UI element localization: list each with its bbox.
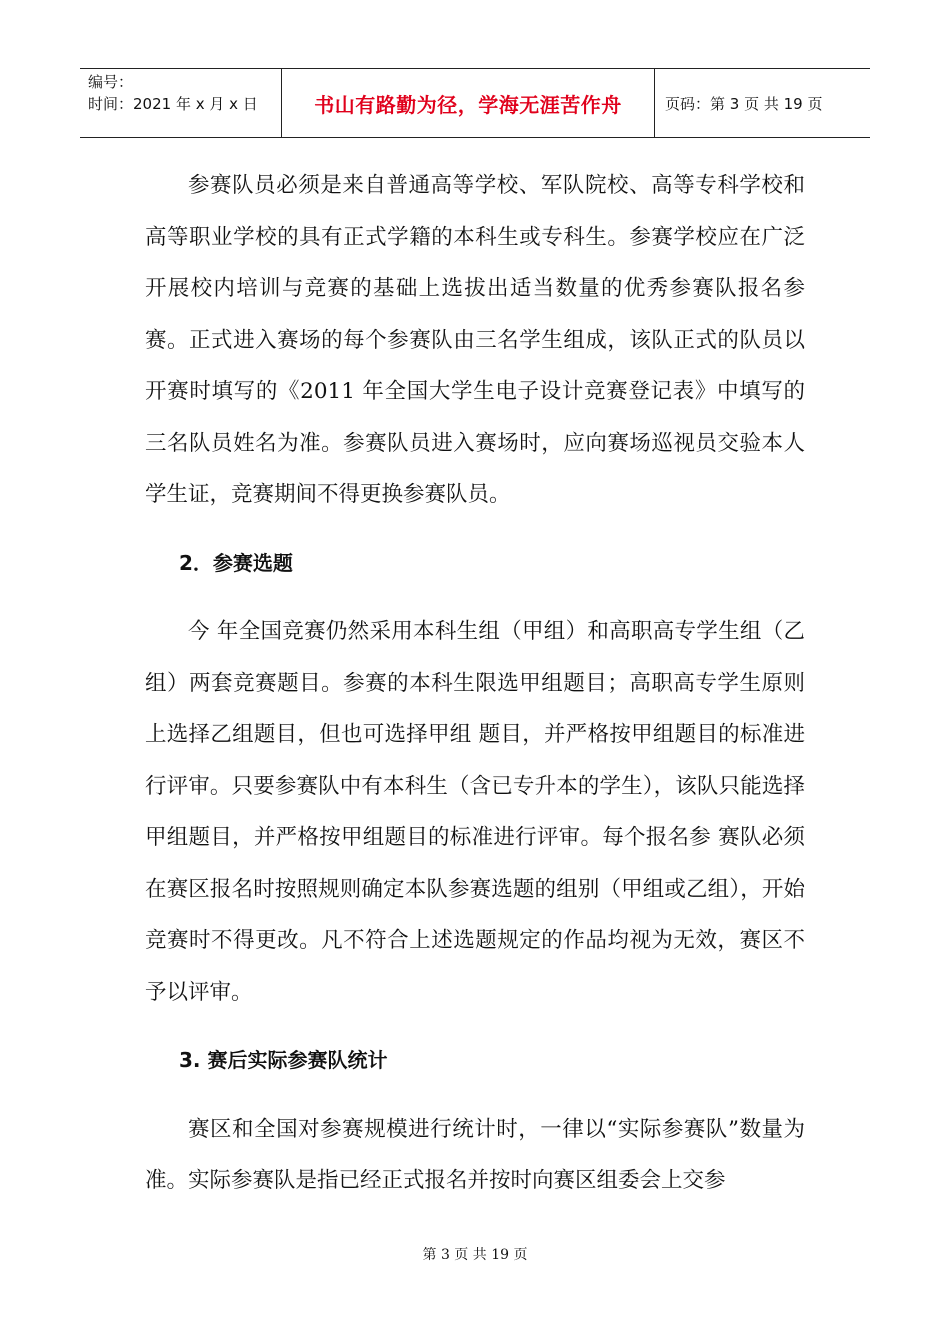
spacer (145, 1018, 805, 1035)
header-meta (80, 69, 282, 137)
section-heading-topic-selection: 2．参赛选题 (179, 550, 293, 575)
section-heading-team-statistics: 3. 赛后实际参赛队统计 (179, 1048, 388, 1072)
paragraph-team-eligibility: 参赛队员必须是来自普通高等学校、军队院校、高等专科学校和高等职业学校的具有正式学籍的本科生或专科生。参赛学校应在广泛开展校内培训与竞赛的基础上选拔出适当数量的优秀参赛队报名参赛。正式进入赛场的每个参赛队由三名学生组成，该队正式的队员以开赛时填写的《2011 年全国大学生电子设计竞赛登记表》中填写的三名队员姓名为准。参赛队员进入赛场时，应向赛场巡视员交验本人学生证，竞赛期间不得更换参赛队员。 (145, 173, 805, 507)
header-motto: 书山有路勤为径，学海无涯苦作舟 (282, 69, 655, 137)
page-footer: 第 3 页 共 19 页 (422, 1247, 528, 1263)
spacer (145, 521, 805, 538)
paragraph-topic-selection: 今 年全国竞赛仍然采用本科生组（甲组）和高职高专学生组（乙组）两套竞赛题目。参赛的本科生限选甲组题目；高职高专学生原则上选择乙组题目，但也可选择甲组 题目，并严格按甲组题目的标准进行评审。只要参赛队中有本科生（含已专升本的学生），该队只能选择甲组题目，并严格按甲组题目的标准进行评审。每个报名参 赛队必须在赛区报名时按照规则确定本队参赛选题的组别（甲组或乙组），开始竞赛时不得更改。凡不符合上述选题规定的作品均视为无效，赛区不予以评审。 (145, 619, 805, 1005)
page-header (80, 68, 870, 138)
spacer (145, 1087, 805, 1104)
paragraph-team-statistics: 赛区和全国对参赛规模进行统计时，一律以“实际参赛队”数量为准。实际参赛队是指已经正式报名并按时向赛区组委会上交参 (145, 1116, 805, 1193)
document-time-label: 时间：2021 年 x 月 x 日 (88, 95, 258, 113)
spacer (145, 589, 805, 606)
document-body (145, 160, 805, 1207)
document-number-label: 编号： (88, 73, 134, 91)
header-page-info: 页码：第 3 页 共 19 页 (665, 94, 823, 113)
